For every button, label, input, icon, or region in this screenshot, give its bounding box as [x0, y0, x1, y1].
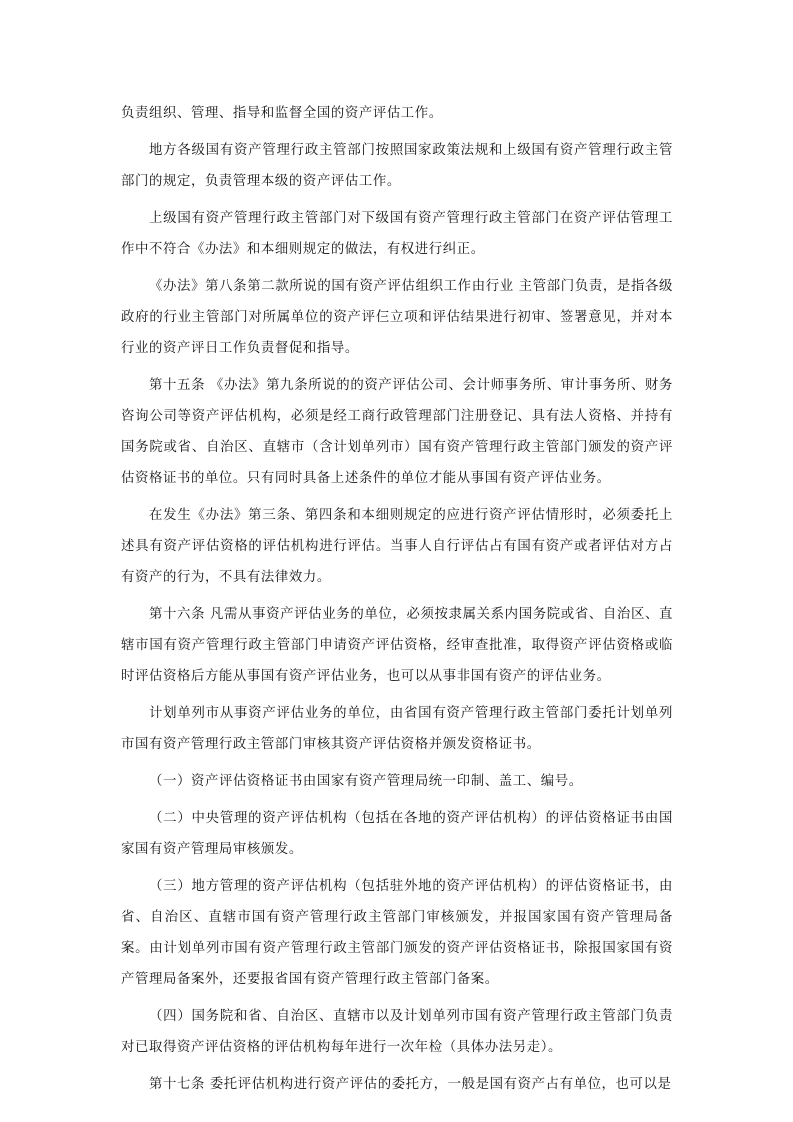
paragraph-8: 计划单列市从事资产评估业务的单位，由省国有资产管理行政主管部门委托计划单列市国有资产管理行政主管部门审核其资产评估资格并颁发资格证书。 — [121, 706, 673, 752]
paragraph-11: （三）地方管理的资产评估机构（包括驻外地的资产评估机构）的评估资格证书，由省、自治区、直辖市国有资产管理行政主管部门审核颁发，并报国家国有资产管理局备案。由计划单列市国有资产管理行政主管部门颁发的资产评估资格证书，除报国家国有资产管理局备案外，还要报省国有资产管理行政主管部门备案。 — [121, 879, 673, 987]
paragraph-2: 地方各级国有资产管理行政主管部门按照国家政策法规和上级国有资产管理行政主管部门的规定，负责管理本级的资产评估工作。 — [121, 143, 673, 189]
document-body — [121, 98, 673, 1106]
paragraph-13: 第十七条 委托评估机构进行资产评估的委托方，一般是国有资产占有单位，也可以是 — [149, 1077, 672, 1092]
paragraph-6: 在发生《办法》第三条、第四条和本细则规定的应进行资产评估情形时，必须委托上述具有资产评估资格的评估机构进行评估。当事人自行评估占有国有资产或者评估对方占有资产的行为，不具有法律效力。 — [121, 508, 673, 585]
paragraph-1: 负责组织、管理、指导和监督全国的资产评估工作。 — [121, 106, 443, 121]
paragraph-9: （一）资产评估资格证书由国家有资产管理局统一印制、盖工、编号。 — [149, 774, 583, 789]
paragraph-3: 上级国有资产管理行政主管部门对下级国有资产管理行政主管部门在资产评估管理工作中不符合《办法》和本细则规定的做法，有权进行纠正。 — [121, 211, 673, 257]
paragraph-4: 《办法》第八条第二款所说的国有资产评估组织工作由行业 主管部门负责，是指各级政府的行业主管部门对所属单位的资产评仨立项和评估结果进行初审、签署意见，并对本行业的资产评日工作负责督促和指导。 — [121, 279, 673, 356]
paragraph-12: （四）国务院和省、自治区、直辖市以及计划单列市国有资产管理行政主管部门负责对已取得资产评估资格的评估机构每年进行一次年检（具体办法另走）。 — [121, 1009, 673, 1055]
paragraph-5: 第十五条 《办法》第九条所说的的资产评估公司、会计师事务所、审计事务所、财务咨询公司等资产评估机构，必须是经工商行政管理部门注册登记、具有法人资格、并持有国务院或省、自治区、直辖市（含计划单列市）国有资产管理行政主管部门颁发的资产评估资格证书的单位。只有同时具备上述条件的单位才能从事国有资产评估业务。 — [121, 378, 673, 486]
paragraph-10: （二）中央管理的资产评估机构（包括在各地的资产评估机构）的评估资格证书由国家国有资产管理局审核颁发。 — [121, 811, 673, 857]
paragraph-7: 第十六条 凡需从事资产评估业务的单位，必须按隶属关系内国务院或省、自治区、直辖市国有资产管理行政主管部门申请资产评估资格，经审查批准，取得资产评估资格或临时评估资格后方能从事国有资产评估业务，也可以从事非国有资产的评估业务。 — [121, 607, 673, 684]
